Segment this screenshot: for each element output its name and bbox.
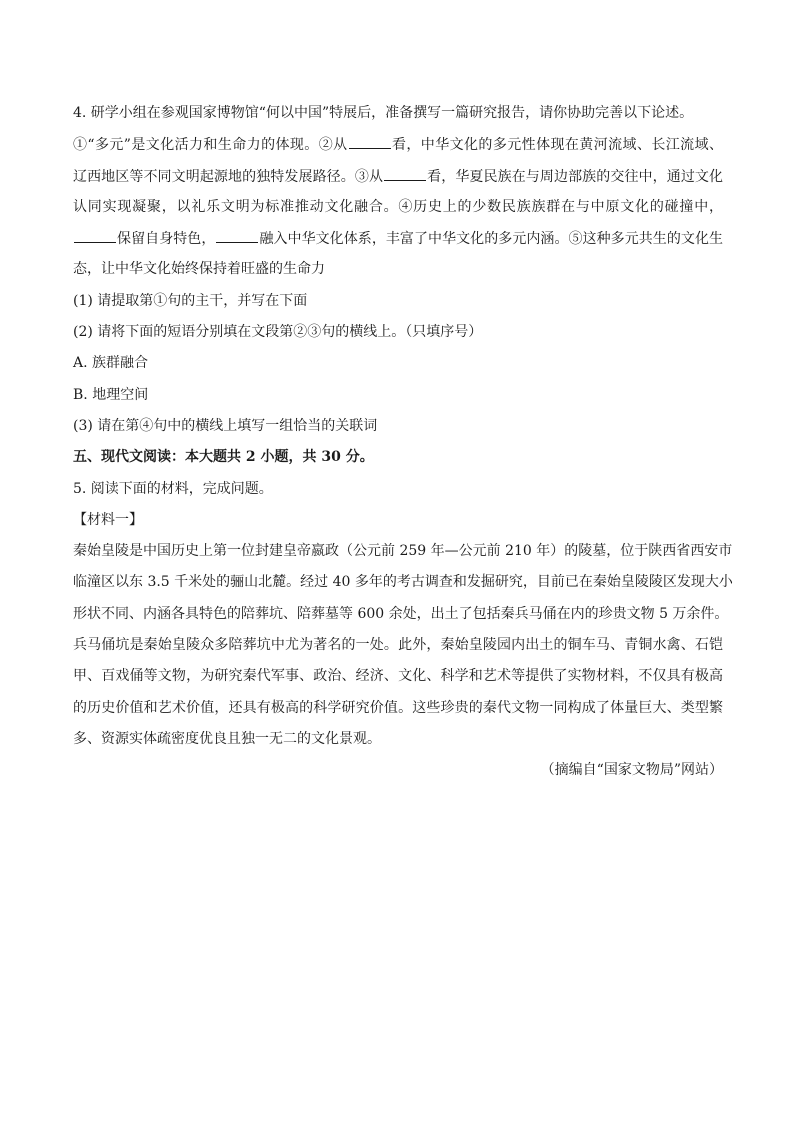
question-5-intro: 5. 阅读下面的材料，完成问题。	[73, 480, 273, 497]
material-1-title: 【材料一】	[73, 511, 143, 528]
material-1-line-6: 的历史价值和艺术价值，还具有极高的科学研究价值。这些珍贵的秦代文物一同构成了体量巨大、类型繁	[73, 699, 723, 716]
subquestion-3: (3) 请在第④句中的横线上填写一组恰当的关联词	[73, 417, 378, 434]
document-page	[73, 103, 733, 792]
answer-blank-2[interactable]	[349, 134, 391, 149]
material-1-line-5: 甲、百戏俑等文物，为研究秦代军事、政治、经济、文化、科学和艺术等提供了实物材料，不仅具有极高	[73, 668, 723, 685]
material-1-line-2: 临潼区以东 3.5 千米处的骊山北麓。经过 40 多年的考古调查和发掘研究，目前已在秦始皇陵陵区发现大小	[73, 574, 733, 591]
question-4-line-4: 认同实现凝聚，以礼乐文明为标准推动文化融合。④历史上的少数民族族群在与中原文化的碰撞中，	[73, 198, 723, 215]
question-4-line-1: 4. 研学小组在参观国家博物馆“何以中国”特展后，准备撰写一篇研究报告，请你协助完善以下论述。	[73, 105, 694, 121]
option-a: A. 族群融合	[73, 355, 149, 372]
answer-blank-3[interactable]	[384, 166, 426, 181]
answer-blank-4a[interactable]	[74, 228, 116, 243]
material-1-line-1: 秦始皇陵是中国历史上第一位封建皇帝嬴政（公元前 259 年—公元前 210 年）的陵墓，位于陕西省西安市	[73, 543, 733, 560]
material-1-line-4: 兵马俑坑是秦始皇陵众多陪葬坑中尤为著名的一处。此外，秦始皇陵园内出土的铜车马、青铜水禽、石铠	[73, 637, 723, 654]
subquestion-1: (1) 请提取第①句的主干，并写在下面	[73, 292, 308, 309]
source-citation: （摘编自“国家文物局”网站）	[540, 762, 723, 779]
answer-blank-4b[interactable]	[216, 228, 258, 243]
section-5-heading: 五、现代文阅读：本大题共 2 小题，共 30 分。	[73, 449, 374, 466]
question-4-line-5: 保留自身特色， 融入中华文化体系，丰富了中华文化的多元内涵。⑤这种多元共生的文化生	[73, 228, 723, 259]
question-4-line-3: 辽西地区等不同文明起源地的独特发展路径。③从 看，华夏民族在与周边部族的交往中，通过文化	[73, 166, 723, 197]
material-1-line-7: 多、资源实体疏密度优良且独一无二的文化景观。	[73, 730, 381, 747]
option-b: B. 地理空间	[73, 386, 149, 403]
question-4-line-6: 态，让中华文化始终保持着旺盛的生命力	[73, 261, 325, 278]
subquestion-2: (2) 请将下面的短语分别填在文段第②③句的横线上。（只填序号）	[73, 324, 483, 341]
question-4-line-2: ①“多元”是文化活力和生命力的体现。②从 看，中华文化的多元性体现在黄河流域、长江流域、	[73, 134, 723, 165]
material-1-line-3: 形状不同、内涵各具特色的陪葬坑、陪葬墓等 600 余处，出土了包括秦兵马俑在内的珍贵文物 5 万余件。	[73, 605, 729, 622]
